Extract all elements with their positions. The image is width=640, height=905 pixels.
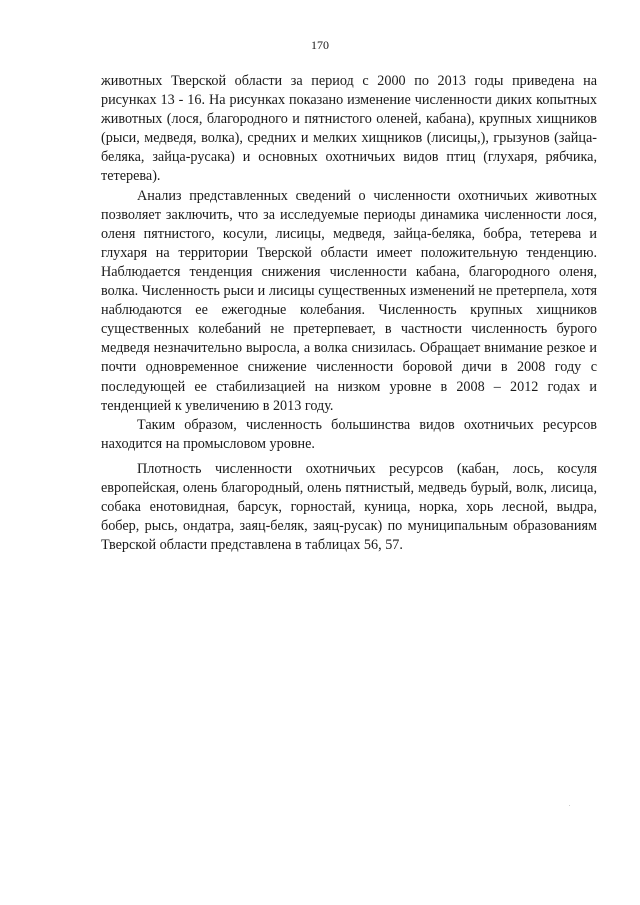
- paragraph-density: Плотность численности охотничьих ресурсов (кабан, лось, косуля европейская, олень благородный, олень пятнистый, медведь бурый, волк, лисица, собака енотовидная, барсук, горностай, куница, норка, хорь лесной, выдра, бобер, рысь, ондатра, заяц-беляк, заяц-русак) по муниципальным образованиям Тверской области представлена в таблицах 56, 57.: [101, 460, 597, 554]
- paragraph-conclusion: Таким образом, численность большинства видов охотничьих ресурсов находится на промысловом уровне.: [101, 416, 597, 452]
- page-number: 170: [311, 38, 329, 52]
- paragraph-continuation: животных Тверской области за период с 2000 по 2013 годы приведена на рисунках 13 - 16. На рисунках показано изменение численности диких копытных животных (лося, благородного и пятнистого оленей, кабана), крупных хищников (рыси, медведя, волка), средних и мелких хищников (лисицы,), грызунов (зайца-беляка, зайца-русака) и основных охотничьих видов птиц (глухаря, рябчика, тетерева).: [101, 73, 597, 185]
- body-text: [101, 72, 597, 555]
- paragraph-analysis: Анализ представленных сведений о численности охотничьих животных позволяет заключить, что за исследуемые периоды динамика численности лося, оленя пятнистого, косули, лисицы, медведя, зайца-беляка, бобра, тетерева и глухаря на территории Тверской области имеет положительную тенденцию. Наблюдается тенденция снижения численности кабана, благородного оленя, волка. Численность рыси и лисицы существенных изменений не претерпела, хотя наблюдаются ее ежегодные колебания. Численность крупных хищников существенных колебаний не претерпевает, в частности численность бурого медведя незначительно выросла, а волка снизилась. Обращает внимание резкое и почти одновременное снижение численности боровой дичи в 2008 году с последующей ее стабилизацией на низком уровне в 2008 – 2012 годах и тенденцией к увеличению в 2013 году.: [101, 187, 597, 414]
- scan-speck: [569, 805, 570, 806]
